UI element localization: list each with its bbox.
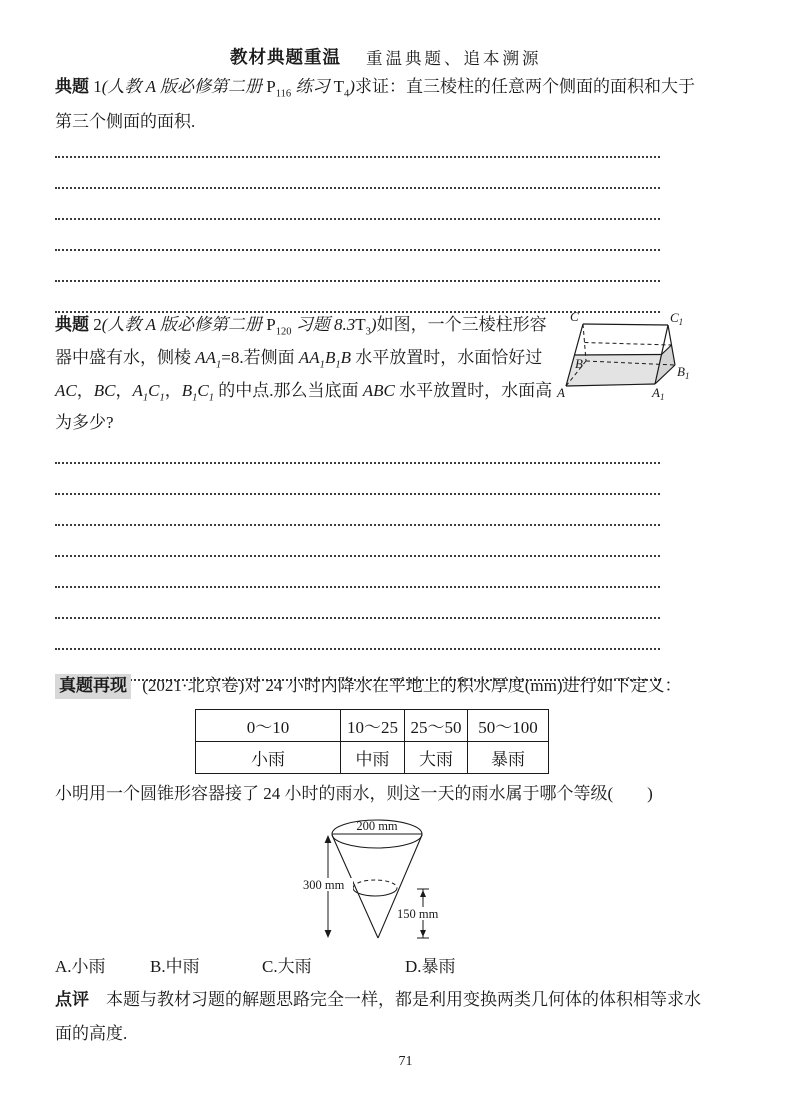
answer-line — [55, 495, 660, 526]
answer-line — [55, 526, 660, 557]
options-row — [55, 956, 755, 980]
zhenti-badge: 真题再现 — [55, 674, 131, 699]
water-surface-back — [353, 880, 397, 888]
answer-line — [55, 220, 660, 251]
zhenti-header-line — [55, 674, 682, 699]
page-subtitle: 重温典题、追本溯源 — [366, 50, 542, 68]
vertex-label-B: B — [575, 356, 583, 371]
table-cell: 中雨 — [341, 742, 405, 774]
top-diameter-label: 200 mm — [356, 819, 398, 833]
example1-line-2: 第三个侧面的面积. — [55, 112, 196, 131]
answer-line — [55, 588, 660, 619]
table-cell: 25～50 — [405, 710, 468, 742]
answer-line — [55, 464, 660, 495]
cone-right-side — [378, 835, 422, 938]
example2-line-4: 为多少? — [55, 413, 114, 432]
table-cell: 大雨 — [405, 742, 468, 774]
answer-line — [55, 189, 660, 220]
page-title: 教材典题重温 — [230, 47, 341, 67]
answer-area-1 — [55, 127, 660, 313]
comment-line-2: 面的高度. — [55, 1024, 128, 1043]
answer-line — [55, 251, 660, 282]
prism-figure-svg — [556, 302, 704, 404]
zhenti-intro: (2021·北京卷)对 24 小时内降水在平地上的积水厚度(mm)进行如下定义： — [142, 676, 682, 695]
rainfall-table-wrap — [195, 709, 549, 774]
answer-line — [55, 127, 660, 158]
answer-line — [55, 557, 660, 588]
option-C: C.大雨 — [262, 957, 312, 976]
table-cell: 10～25 — [341, 710, 405, 742]
answer-area-2 — [55, 433, 660, 681]
table-cell: 小雨 — [196, 742, 341, 774]
vertex-label-B1: $B_1$ — [677, 364, 690, 381]
cone-height-label: 300 mm — [303, 878, 345, 892]
table-cell: 暴雨 — [468, 742, 549, 774]
cone-figure-svg — [300, 816, 460, 948]
table-row-ranges — [196, 710, 549, 742]
example1-line-1: 典题 1(人教 A 版必修第二册 $P_{116}$ 练习 $T_4$)求证：直三棱柱的任意两个侧面的面积和大于 — [55, 77, 695, 100]
water-surface-front — [353, 888, 397, 896]
example2-line-3: AC，BC，$A_1C_1$，$B_1C_1$ 的中点.那么当底面 ABC 水平放置时，水面高 — [55, 381, 553, 404]
table-row-levels — [196, 742, 549, 774]
example2-line-2: 器中盛有水，侧棱 $AA_1=8$.若侧面 $AA_1B_1B$ 水平放置时，水面恰好过 — [55, 348, 543, 371]
zhenti-question: 小明用一个圆锥形容器接了 24 小时的雨水，则这一天的雨水属于哪个等级( ) — [55, 784, 653, 803]
page-number: 71 — [398, 1054, 413, 1069]
vertex-label-A: A — [557, 385, 565, 400]
prism-figure — [556, 302, 704, 409]
vertex-label-A1: $A_1$ — [652, 385, 665, 402]
comment-line-1: 点评 本题与教材习题的解题思路完全一样，都是利用变换两类几何体的体积相等求水 — [55, 990, 701, 1009]
cone-figure — [300, 816, 460, 953]
example2-line-1: 典题 2(人教 A 版必修第二册 $P_{120}$ 习题 $8.3T_3$)如图，一个三棱柱形容 — [55, 315, 547, 338]
option-D: D.暴雨 — [405, 957, 456, 976]
option-A: A.小雨 — [55, 957, 106, 976]
vertex-label-C1: $C_1$ — [670, 310, 684, 327]
answer-line — [55, 619, 660, 650]
answer-line — [55, 433, 660, 464]
water-height-label: 150 mm — [397, 907, 439, 921]
answer-line — [55, 158, 660, 189]
table-cell: 50～100 — [468, 710, 549, 742]
vertex-label-C: C — [570, 309, 579, 324]
rainfall-table — [195, 709, 549, 774]
option-B: B.中雨 — [150, 957, 200, 976]
table-cell: 0～10 — [196, 710, 341, 742]
